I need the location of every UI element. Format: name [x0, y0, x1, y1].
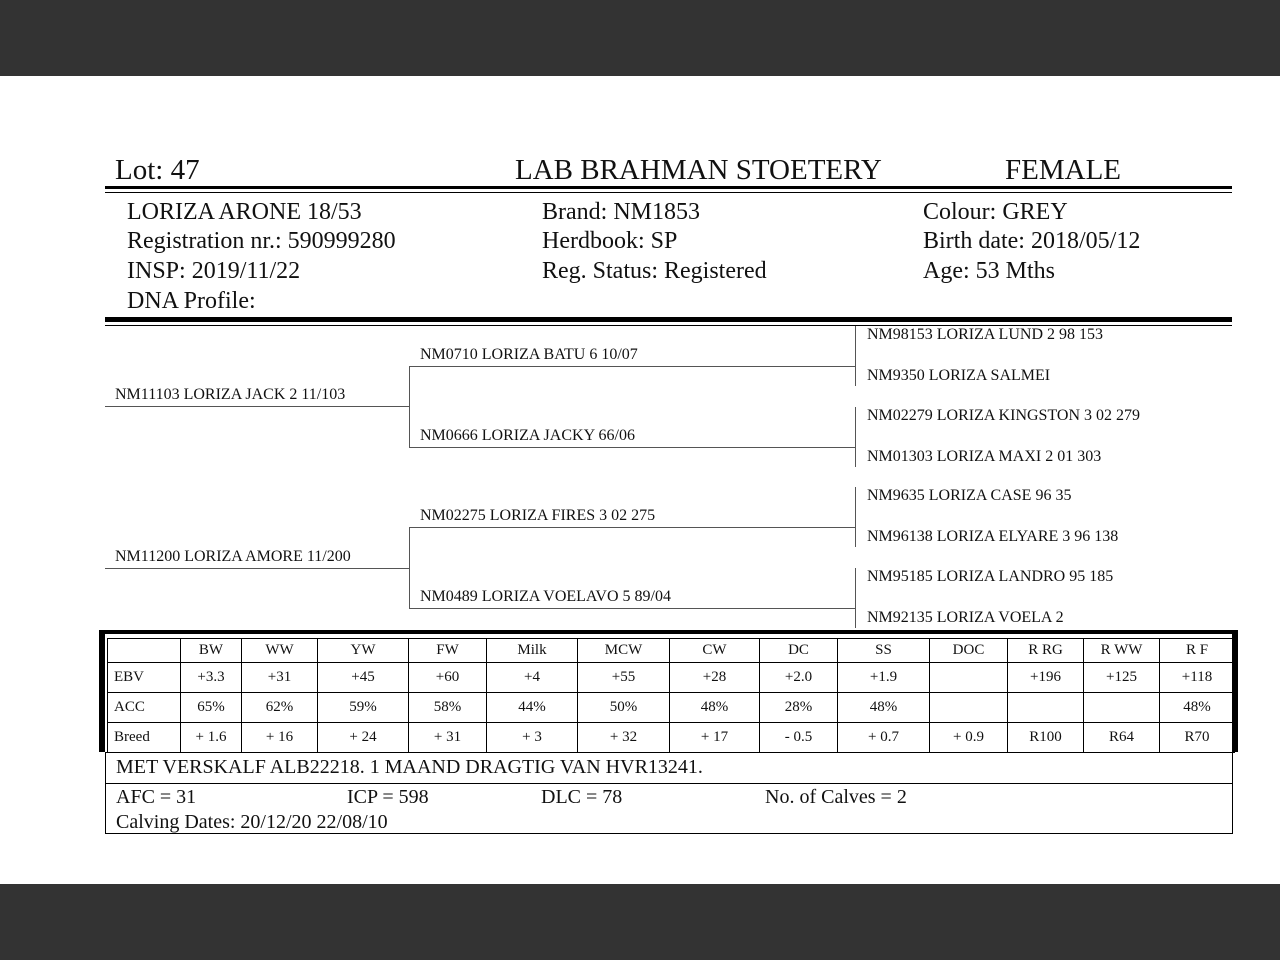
ebv-cell: 62% [242, 693, 318, 723]
ebv-cell: +60 [409, 663, 487, 693]
ebv-cell: R64 [1084, 723, 1160, 753]
ebv-cell: +55 [578, 663, 670, 693]
ebv-cell: 50% [578, 693, 670, 723]
ebv-column-header: WW [242, 639, 318, 663]
pedigree-line [855, 326, 856, 386]
ebv-column-header: YW [318, 639, 409, 663]
ebv-row-breed [108, 723, 1235, 753]
ebv-cell: + 24 [318, 723, 409, 753]
header-rule-thick [105, 186, 1232, 189]
ebv-cell: R70 [1160, 723, 1235, 753]
ebv-row-ebv [108, 663, 1235, 693]
icp-value: ICP = 598 [347, 786, 429, 808]
pedigree-gg-4: NM01303 LORIZA MAXI 2 01 303 [867, 448, 1102, 465]
pedigree-gg-5: NM9635 LORIZA CASE 96 35 [867, 487, 1072, 504]
ebv-cell: +2.0 [760, 663, 838, 693]
ebv-row-label: EBV [108, 663, 181, 693]
ebv-cell: + 3 [487, 723, 578, 753]
pedigree-gg-2: NM9350 LORIZA SALMEI [867, 367, 1051, 384]
ebv-cell: +3.3 [181, 663, 242, 693]
ebv-cell: 65% [181, 693, 242, 723]
pedigree-line [105, 406, 409, 407]
ebv-cell: + 16 [242, 723, 318, 753]
ebv-cell [1084, 693, 1160, 723]
ebv-cell: +196 [1008, 663, 1084, 693]
ebv-column-header: R RG [1008, 639, 1084, 663]
ebv-cell: +1.9 [838, 663, 930, 693]
ebv-cell: +28 [670, 663, 760, 693]
ebv-cell: + 0.9 [930, 723, 1008, 753]
header-rule-thin [105, 192, 1232, 193]
ebv-column-header: BW [181, 639, 242, 663]
lot-number: Lot: 47 [115, 154, 200, 186]
colour: Colour: GREY [923, 199, 1068, 225]
pedigree-sire: NM11103 LORIZA JACK 2 11/103 [115, 386, 346, 403]
registration-status: Reg. Status: Registered [542, 258, 767, 284]
ebv-cell: 44% [487, 693, 578, 723]
pedigree-gg-3: NM02279 LORIZA KINGSTON 3 02 279 [867, 407, 1141, 424]
inspection-date: INSP: 2019/11/22 [127, 258, 301, 284]
ebv-cell: R100 [1008, 723, 1084, 753]
ebv-cell: 48% [670, 693, 760, 723]
birth-date: Birth date: 2018/05/12 [923, 228, 1141, 254]
pedigree-line [409, 366, 855, 367]
ebv-cell: + 17 [670, 723, 760, 753]
ebv-column-header: CW [670, 639, 760, 663]
ebv-cell: 59% [318, 693, 409, 723]
ebv-column-header: DC [760, 639, 838, 663]
pedigree-gg-1: NM98153 LORIZA LUND 2 98 153 [867, 326, 1103, 343]
pedigree-line [855, 487, 856, 547]
ebv-cell: + 0.7 [838, 723, 930, 753]
herdbook: Herdbook: SP [542, 228, 678, 254]
ebv-cell: + 1.6 [181, 723, 242, 753]
ebv-row-label: Breed [108, 723, 181, 753]
pedigree-line [855, 568, 856, 628]
pedigree-line [409, 608, 855, 609]
ebv-header-row [108, 639, 1235, 663]
ebv-table [107, 638, 1235, 753]
pedigree-sire-dam: NM0666 LORIZA JACKY 66/06 [420, 427, 635, 444]
registration-number: Registration nr.: 590999280 [127, 228, 396, 254]
pedigree-sire-sire: NM0710 LORIZA BATU 6 10/07 [420, 346, 638, 363]
ebv-cell: +45 [318, 663, 409, 693]
calving-dates: Calving Dates: 20/12/20 22/08/10 [116, 811, 388, 833]
ebv-cell: + 31 [409, 723, 487, 753]
ebv-frame-left [99, 630, 105, 752]
ebv-cell: 28% [760, 693, 838, 723]
ebv-cell [1008, 693, 1084, 723]
pedigree-line [409, 527, 855, 528]
calves-count: No. of Calves = 2 [765, 786, 907, 808]
stud-name: LAB BRAHMAN STOETERY [515, 154, 882, 186]
ebv-frame-top [99, 630, 1238, 634]
pedigree-line [855, 407, 856, 467]
ebv-cell [930, 663, 1008, 693]
ebv-column-header: Milk [487, 639, 578, 663]
ebv-cell: +118 [1160, 663, 1235, 693]
bottom-letterbox-bar [0, 884, 1280, 960]
ebv-cell [930, 693, 1008, 723]
pedigree-gg-6: NM96138 LORIZA ELYARE 3 96 138 [867, 528, 1119, 545]
pedigree-dam-dam: NM0489 LORIZA VOELAVO 5 89/04 [420, 588, 671, 605]
sex-label: FEMALE [1005, 154, 1121, 186]
animal-name: LORIZA ARONE 18/53 [127, 199, 362, 225]
ebv-cell: + 32 [578, 723, 670, 753]
brand: Brand: NM1853 [542, 199, 700, 225]
dlc-value: DLC = 78 [541, 786, 623, 808]
ebv-column-header: SS [838, 639, 930, 663]
pedigree-gg-8: NM92135 LORIZA VOELA 2 [867, 609, 1064, 626]
ebv-column-header: R F [1160, 639, 1235, 663]
ebv-cell: 48% [838, 693, 930, 723]
ebv-cell: +4 [487, 663, 578, 693]
ebv-column-header: FW [409, 639, 487, 663]
top-letterbox-bar [0, 0, 1280, 76]
age: Age: 53 Mths [923, 258, 1055, 284]
ebv-row-acc [108, 693, 1235, 723]
pedigree-gg-7: NM95185 LORIZA LANDRO 95 185 [867, 568, 1114, 585]
ebv-cell: 58% [409, 693, 487, 723]
pedigree-dam-sire: NM02275 LORIZA FIRES 3 02 275 [420, 507, 656, 524]
ebv-cell: +125 [1084, 663, 1160, 693]
ebv-row-label: ACC [108, 693, 181, 723]
remarks-divider [105, 783, 1232, 784]
pedigree-line [105, 568, 409, 569]
ebv-column-header: DOC [930, 639, 1008, 663]
ebv-cell: +31 [242, 663, 318, 693]
pedigree-dam: NM11200 LORIZA AMORE 11/200 [115, 548, 351, 565]
ebv-column-header: MCW [578, 639, 670, 663]
ebv-column-header [108, 639, 181, 663]
ebv-column-header: R WW [1084, 639, 1160, 663]
pedigree-line [409, 447, 855, 448]
ebv-cell: - 0.5 [760, 723, 838, 753]
afc-value: AFC = 31 [116, 786, 197, 808]
ebv-cell: 48% [1160, 693, 1235, 723]
remark-text: MET VERSKALF ALB22218. 1 MAAND DRAGTIG VAN HVR13241. [116, 756, 703, 778]
pedigree-line [409, 366, 410, 448]
pedigree-line [409, 527, 410, 609]
dna-profile: DNA Profile: [127, 288, 256, 314]
info-rule-thick [105, 317, 1232, 322]
